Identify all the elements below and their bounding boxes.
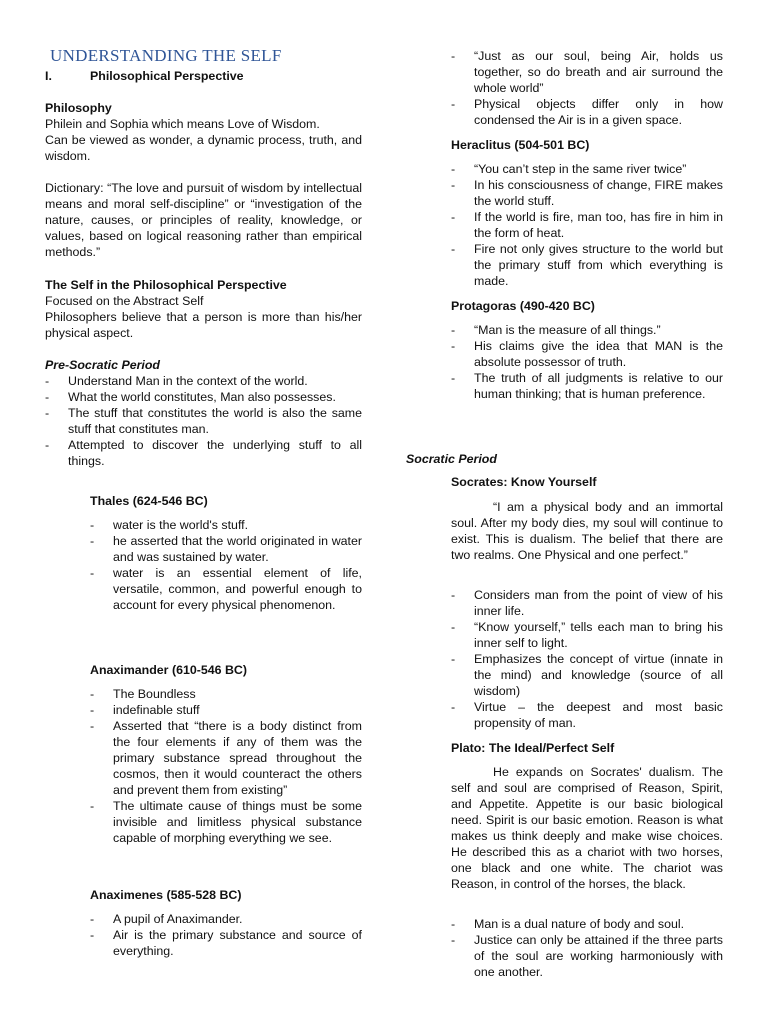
dictionary-definition: Dictionary: “The love and pursuit of wisdom by intellectual means and moral self-discipline” or “investigation of the nature, causes, or principles of reality, knowledge, or values, based on logical reasoning rather than empirical methods.” (45, 181, 362, 259)
socrates-paragraph: “I am a physical body and an immortal soul. After my body dies, my soul will continue to exist. This is dualism. The belief that there are two realms. One Physical and one perfect.” (451, 500, 723, 562)
self-philosophical-line-1: Focused on the Abstract Self (45, 294, 204, 308)
list-item: - Man is a dual nature of body and soul. (451, 916, 723, 932)
thales-heading: Thales (624-546 BC) (90, 494, 208, 508)
list-item: - “You can’t step in the same river twice” (451, 161, 723, 177)
list-item: - The stuff that constitutes the world is also the same stuff that constitutes man. (45, 405, 362, 437)
list-item: - Justice can only be attained if the three parts of the soul are working harmoniously with one another. (451, 932, 723, 980)
philosophy-heading: Philosophy (45, 101, 112, 115)
list-item: - Understand Man in the context of the world. (45, 373, 362, 389)
list-item: - Air is the primary substance and source of everything. (90, 927, 362, 959)
list-item: - The truth of all judgments is relative to our human thinking; that is human preference. (451, 370, 723, 402)
self-philosophical-heading: The Self in the Philosophical Perspective (45, 278, 287, 292)
philosophy-line-2: Can be viewed as wonder, a dynamic process, truth, and wisdom. (45, 133, 362, 163)
list-item: - “Man is the measure of all things.” (451, 322, 723, 338)
list-item: - What the world constitutes, Man also possesses. (45, 389, 362, 405)
heraclitus-heading: Heraclitus (504-501 BC) (451, 138, 590, 152)
list-item: - he asserted that the world originated in water and was sustained by water. (90, 533, 362, 565)
list-item: - The ultimate cause of things must be some invisible and limitless physical substance capable of morphing everything we see. (90, 798, 362, 846)
socrates-heading: Socrates: Know Yourself (451, 475, 597, 489)
anaximenes-list (90, 911, 362, 959)
anaximander-heading: Anaximander (610-546 BC) (90, 663, 248, 677)
list-item: - Asserted that “there is a body distinct from the four elements if any of them was the primary substance spread throughout the cosmos, then it would counteract the others and prevent them from existing” (90, 718, 362, 798)
list-item: - water is an essential element of life, versatile, common, and powerful enough to account for every physical phenomenon. (90, 565, 362, 613)
anaximander-list (90, 686, 362, 846)
pre-socratic-list (45, 373, 362, 469)
section-number: I. (45, 69, 52, 83)
section-heading (45, 68, 362, 84)
list-item: - Virtue – the deepest and most basic propensity of man. (451, 699, 723, 731)
list-item: - Fire not only gives structure to the world but the primary stuff from which everything is made. (451, 241, 723, 289)
list-item: - Physical objects differ only in how condensed the Air is in a given space. (451, 96, 723, 128)
socratic-heading: Socratic Period (406, 452, 497, 466)
list-item: - His claims give the idea that MAN is the absolute possessor of truth. (451, 338, 723, 370)
list-item: - If the world is fire, man too, has fire in him in the form of heat. (451, 209, 723, 241)
anaximenes-heading: Anaximenes (585-528 BC) (90, 888, 242, 902)
thales-list (90, 517, 362, 613)
heraclitus-list (451, 161, 723, 289)
protagoras-list (451, 322, 723, 402)
plato-paragraph: He expands on Socrates' dualism. The self and soul are comprised of Reason, Spirit, and Appetite. Appetite is our basic biological need. Spirit is our basic emotion. Reason is what makes us think deeply and make wise choices. He described this as a chariot with two horses, one black and one white. The chariot was Reason, in control of the horses, the black. (451, 765, 723, 891)
pre-socratic-heading: Pre-Socratic Period (45, 358, 161, 372)
self-philosophical-line-2: Philosophers believe that a person is more than his/her physical aspect. (45, 310, 362, 340)
anaximenes-list-continued (451, 48, 723, 128)
list-item: - In his consciousness of change, FIRE makes the world stuff. (451, 177, 723, 209)
socrates-list (451, 587, 723, 731)
plato-heading: Plato: The Ideal/Perfect Self (451, 741, 615, 755)
list-item: - water is the world's stuff. (90, 517, 362, 533)
list-item: - Emphasizes the concept of virtue (innate in the mind) and knowledge (source of all wisdom) (451, 651, 723, 699)
philosophy-line-1: Philein and Sophia which means Love of Wisdom. (45, 117, 320, 131)
list-item: - “Know yourself,” tells each man to bring his inner self to light. (451, 619, 723, 651)
list-item: - A pupil of Anaximander. (90, 911, 362, 927)
list-item: - Attempted to discover the underlying stuff to all things. (45, 437, 362, 469)
list-item: - The Boundless (90, 686, 362, 702)
document-title: UNDERSTANDING THE SELF (50, 46, 282, 65)
section-title: Philosophical Perspective (90, 69, 244, 83)
protagoras-heading: Protagoras (490-420 BC) (451, 299, 595, 313)
list-item: - “Just as our soul, being Air, holds us together, so do breath and air surround the whole world” (451, 48, 723, 96)
list-item: - indefinable stuff (90, 702, 362, 718)
list-item: - Considers man from the point of view of his inner life. (451, 587, 723, 619)
plato-list (451, 916, 723, 980)
